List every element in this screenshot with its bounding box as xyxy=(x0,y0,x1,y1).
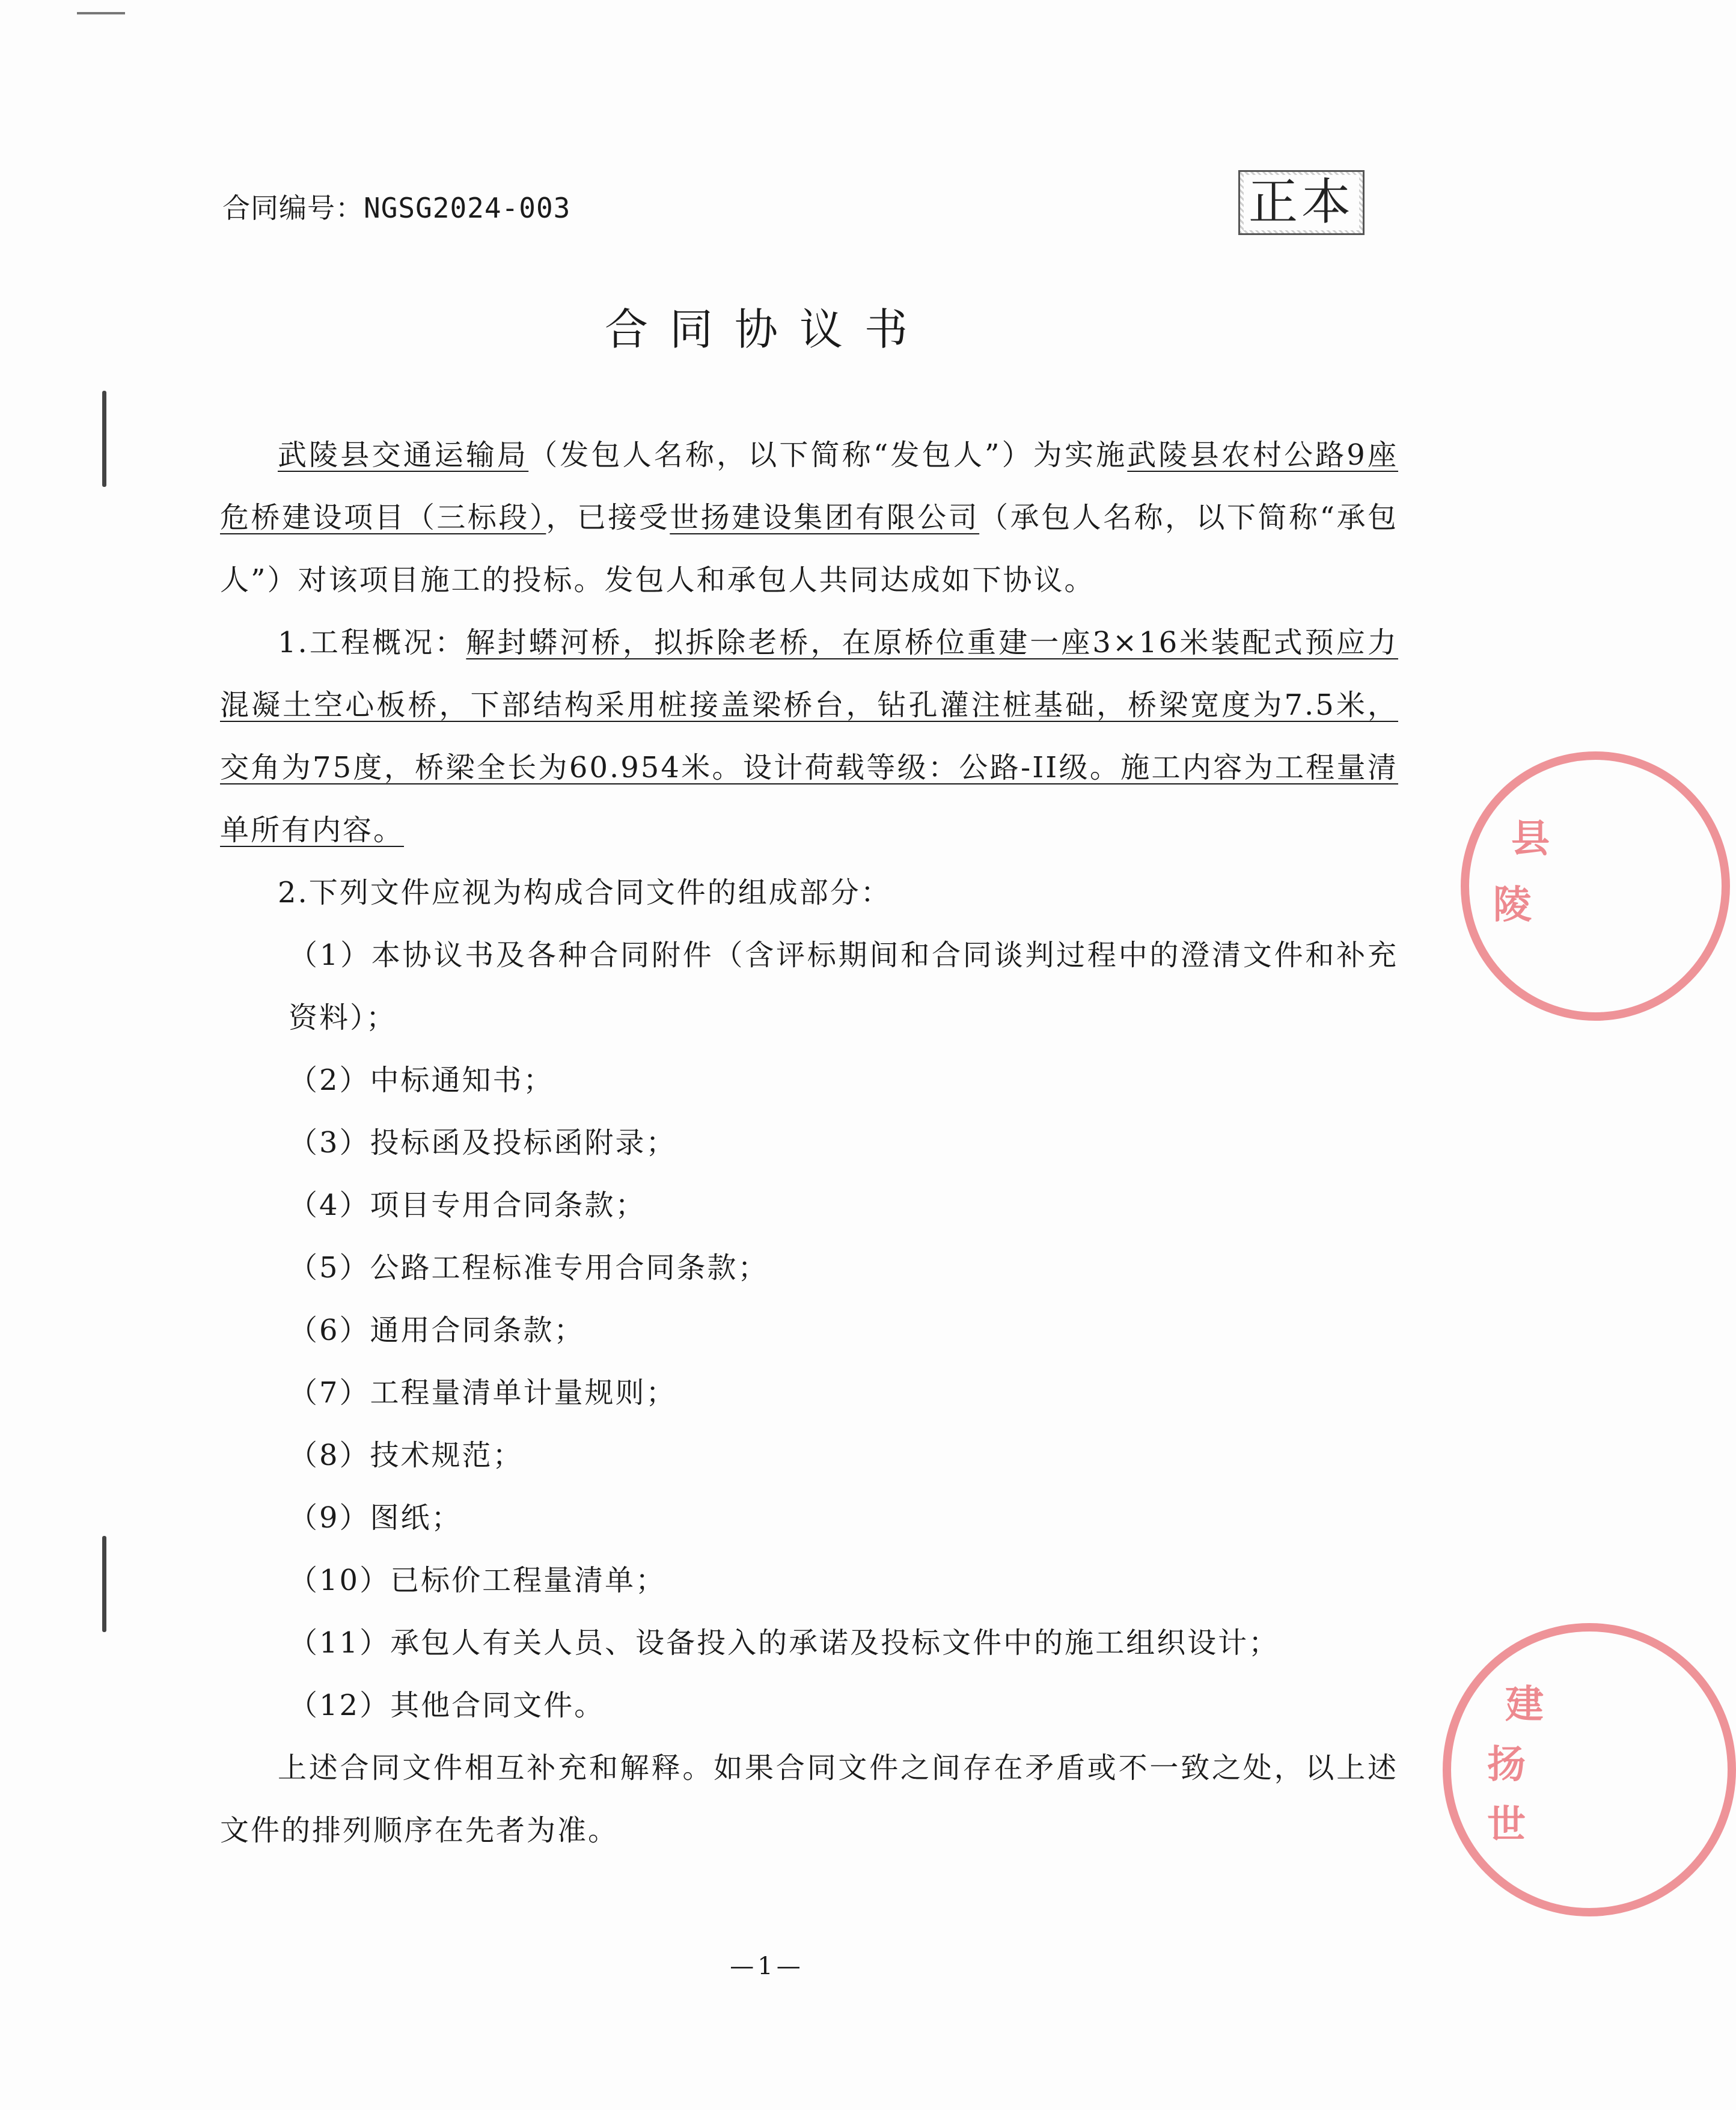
document-body xyxy=(220,424,1398,1862)
clause-1-label: 1.工程概况： xyxy=(278,626,466,659)
contract-number-label: 合同编号： xyxy=(222,192,364,224)
document-list-item: （6）通用合同条款； xyxy=(289,1313,585,1347)
document-list-item: （8）技术规范； xyxy=(289,1439,524,1472)
scan-corner-mark xyxy=(77,12,125,14)
employer-seal xyxy=(1461,751,1730,1021)
closing-paragraph: 上述合同文件相互补充和解释。如果合同文件之间存在矛盾或不一致之处，以上述文件的排列顺序在先者为准。 xyxy=(220,1751,1398,1847)
document-list-item: （11）承包人有关人员、设备投入的承诺及投标文件中的施工组织设计； xyxy=(289,1626,1280,1660)
seal-glyph: 建 xyxy=(1505,1683,1544,1727)
page-number: —1— xyxy=(730,1953,804,1980)
document-list-item: （9）图纸； xyxy=(289,1501,462,1535)
clause-1-content: 解封蟒河桥，拟拆除老桥，在原桥位重建一座3×16米装配式预应力混凝土空心板桥，下部结构采用桩接盖梁桥台，钻孔灌注桩基础，桥梁宽度为7.5米，交角为75度，桥梁全长为60.954米。设计荷载等级：公路-II级。施工内容为工程量清单所有内容。 xyxy=(220,626,1398,847)
seal-glyph: 扬 xyxy=(1487,1743,1526,1787)
document-title: 合同协议书 xyxy=(604,304,929,355)
contract-number xyxy=(222,186,570,226)
seal-glyph: 县 xyxy=(1511,817,1550,861)
document-list-item: （1）本协议书及各种合同附件（含评标期间和合同谈判过程中的澄清文件和补充资料）； xyxy=(289,938,1398,1035)
document-list-item: （10）已标价工程量清单； xyxy=(289,1564,667,1597)
document-list-item: （5）公路工程标准专用合同条款； xyxy=(289,1251,769,1285)
seal-glyph: 陵 xyxy=(1493,883,1532,928)
document-list-item: （3）投标函及投标函附录； xyxy=(289,1126,677,1160)
document-list-item: （2）中标通知书； xyxy=(289,1063,554,1097)
clause-1 xyxy=(220,611,1398,861)
document-list-item: （7）工程量清单计量规则； xyxy=(289,1376,677,1410)
original-copy-stamp xyxy=(1238,170,1365,235)
seal-glyph: 世 xyxy=(1487,1803,1526,1847)
clause-2-heading: 2.下列文件应视为构成合同文件的组成部分： xyxy=(278,876,891,910)
document-list-item: （4）项目专用合同条款； xyxy=(289,1188,646,1222)
project-name: 武陵县农村公路9座危桥建设项目（三标段） xyxy=(220,438,1398,534)
document-list-item: （12）其他合同文件。 xyxy=(289,1689,605,1722)
intro-paragraph: 武陵县交通运输局（发包人名称，以下简称“发包人”）为实施武陵县农村公路9座危桥建设项目（三标段），已接受世扬建设集团有限公司（承包人名称，以下简称“承包人”）对该项目施工的投标。发包人和承包人共同达成如下协议。 xyxy=(220,438,1398,597)
employer-name: 武陵县交通运输局 xyxy=(278,438,529,472)
binding-mark-top xyxy=(102,391,106,487)
original-copy-stamp-text: 正本 xyxy=(1244,175,1359,230)
binding-mark-bottom xyxy=(102,1536,106,1632)
contract-number-value: NGSG2024-003 xyxy=(364,192,571,224)
contractor-name: 世扬建设集团有限公司 xyxy=(670,501,980,534)
contractor-seal xyxy=(1443,1623,1736,1916)
